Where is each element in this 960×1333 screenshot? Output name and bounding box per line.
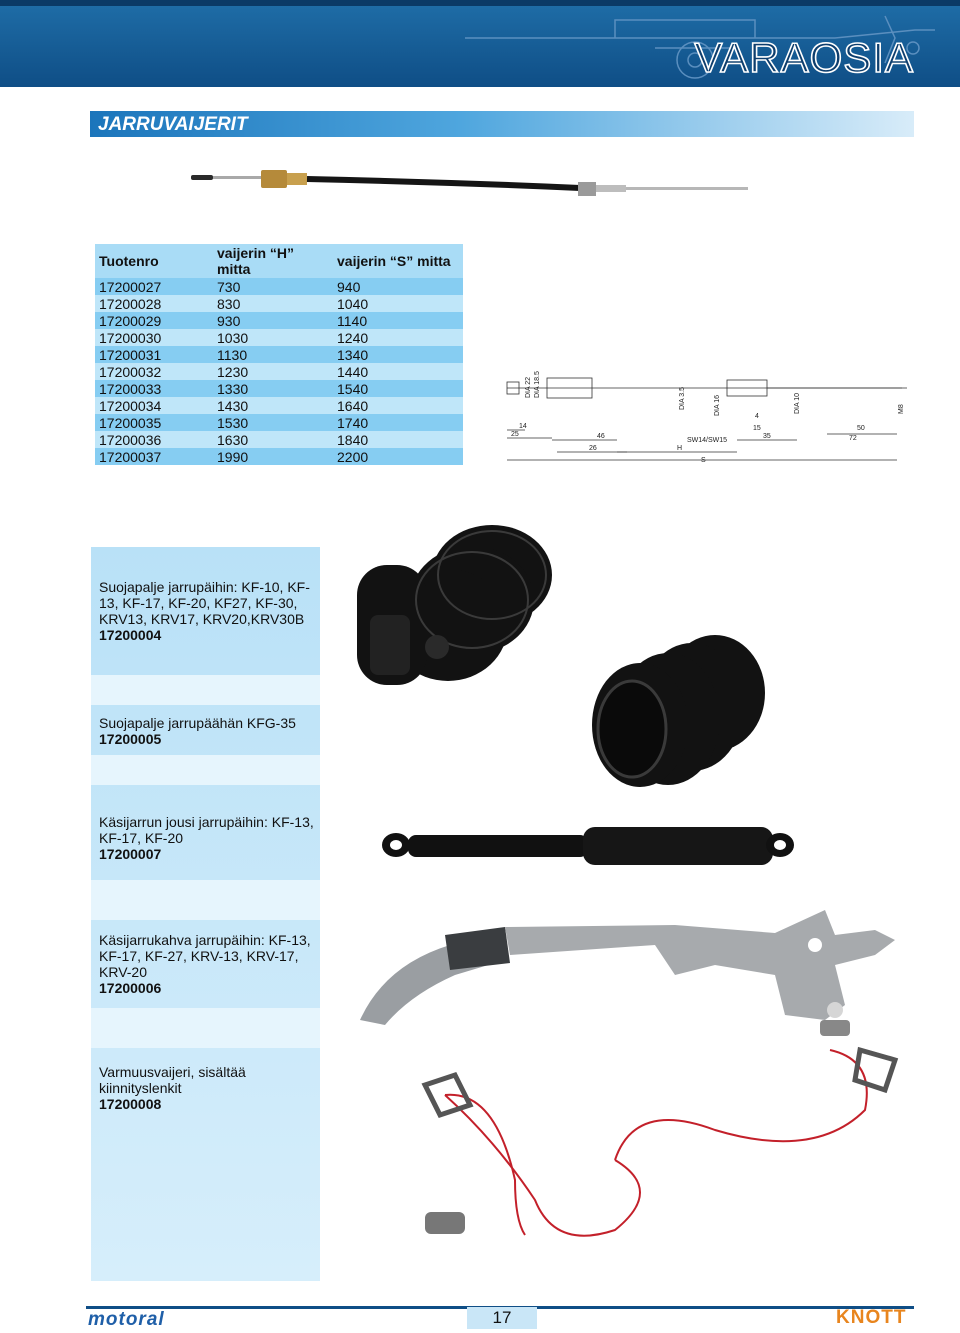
dimension-label: 46 <box>597 433 605 440</box>
section-header <box>90 111 914 137</box>
table-cell: 1540 <box>337 380 369 397</box>
table-row <box>95 380 463 397</box>
dimension-label: 26 <box>589 445 597 452</box>
product-code: 17200004 <box>99 627 162 643</box>
table-cell: 17200031 <box>99 346 162 363</box>
cable-table <box>95 244 463 465</box>
cable-dimension-drawing <box>497 368 917 468</box>
dimension-label: S <box>701 457 706 464</box>
table-cell: 1630 <box>217 431 249 448</box>
table-row <box>95 414 463 431</box>
product-code: 17200007 <box>99 846 162 862</box>
sidebar-divider <box>91 1008 320 1048</box>
column-header: vaijerin “H” mitta <box>217 245 295 277</box>
dimension-label: DIA 10 <box>794 392 801 414</box>
dimension-labels <box>511 371 905 464</box>
table-row <box>95 346 463 363</box>
table-cell: 17200030 <box>99 329 162 346</box>
dimension-label: 50 <box>857 425 865 432</box>
motoral-logo: motoral <box>88 1309 165 1330</box>
table-cell: 1430 <box>217 397 249 414</box>
table-row <box>95 295 463 312</box>
table-cell: 1340 <box>337 346 369 363</box>
table-cell: 1330 <box>217 380 249 397</box>
table-cell: 17200036 <box>99 431 162 448</box>
table-cell: 1530 <box>217 414 249 431</box>
table-cell: 1240 <box>337 329 369 346</box>
section-title: JARRUVAIJERIT <box>98 114 248 135</box>
dimension-label: 35 <box>763 433 771 440</box>
dimension-label: DIA 16 <box>714 394 721 416</box>
dimension-label: H <box>677 445 683 452</box>
table-cell: 1130 <box>217 346 248 363</box>
spring-photo <box>378 815 798 875</box>
dimension-label: DIA 18.5 <box>534 371 541 398</box>
table-row <box>95 312 463 329</box>
table-cell: 1030 <box>217 329 249 346</box>
product-item <box>99 932 314 996</box>
product-description: Käsijarrukahva jarrupäihin: KF-13, KF-17, KF-27, KRV-13, KRV-17, KRV-20 <box>99 932 311 980</box>
table-cell: 2200 <box>337 448 369 465</box>
sidebar-divider <box>91 880 320 920</box>
table-cell: 1840 <box>337 431 369 448</box>
table-header-row <box>95 244 463 278</box>
dimension-label: 4 <box>755 413 759 420</box>
header-banner <box>0 0 960 87</box>
product-description: Suojapalje jarrupäähän KFG-35 <box>99 715 296 731</box>
product-description: Suojapalje jarrupäihin: KF-10, KF-13, KF-17, KF-20, KF27, KF-30, KRV13, KRV17, KRV20,KRV30B <box>99 579 310 627</box>
column-header: vaijerin “S” mitta <box>337 253 451 269</box>
sidebar-divider <box>91 755 320 785</box>
table-cell: 17200027 <box>99 278 162 295</box>
column-header: Tuotenro <box>99 253 159 269</box>
table-cell: 830 <box>217 295 241 312</box>
table-row <box>95 431 463 448</box>
knott-logo: KNOTT <box>836 1307 907 1328</box>
dimension-label: DIA 22 <box>525 376 532 398</box>
product-item <box>99 814 314 862</box>
table-cell: 1440 <box>337 363 369 380</box>
table-row <box>95 448 463 465</box>
dimension-label: M8 <box>898 404 905 414</box>
page-title: VARAOSIA <box>694 34 914 81</box>
product-description: Käsijarrun jousi jarrupäihin: KF-13, KF-17, KF-20 <box>99 814 314 846</box>
table-cell: 1640 <box>337 397 369 414</box>
product-item <box>99 579 314 643</box>
bellows-photo-1 <box>352 515 562 705</box>
table-row <box>95 278 463 295</box>
table-cell: 930 <box>217 312 241 329</box>
table-cell: 1140 <box>337 312 368 329</box>
table-cell: 17200033 <box>99 380 162 397</box>
table-cell: 17200029 <box>99 312 162 329</box>
table-cell: 17200034 <box>99 397 162 414</box>
table-cell: 1230 <box>217 363 249 380</box>
dimension-label: SW14/SW15 <box>687 437 728 444</box>
table-cell: 1040 <box>337 295 369 312</box>
table-cell: 940 <box>337 278 361 295</box>
table-cell: 730 <box>217 278 241 295</box>
dimension-label: 25 <box>511 431 519 438</box>
table-row <box>95 363 463 380</box>
product-code: 17200006 <box>99 980 162 996</box>
product-item <box>99 715 314 747</box>
table-row <box>95 397 463 414</box>
header-top-stripe <box>0 0 960 6</box>
product-code: 17200005 <box>99 731 162 747</box>
table-cell: 17200032 <box>99 363 162 380</box>
product-code: 17200008 <box>99 1096 162 1112</box>
page-number: 17 <box>467 1307 537 1329</box>
dimension-label: 14 <box>519 423 527 430</box>
table-cell: 17200035 <box>99 414 162 431</box>
table-cell: 1740 <box>337 414 369 431</box>
dimension-label: 72 <box>849 435 857 442</box>
dimension-label: DIA 3.5 <box>679 387 686 410</box>
table-cell: 17200037 <box>99 448 162 465</box>
table-cell: 1990 <box>217 448 249 465</box>
dimension-label: 15 <box>753 425 761 432</box>
brake-cable-photo <box>185 158 755 198</box>
product-description: Varmuusvaijeri, sisältää kiinnityslenkit <box>99 1064 246 1096</box>
safety-cable-photo <box>415 990 910 1255</box>
table-cell: 17200028 <box>99 295 162 312</box>
product-item <box>99 1064 314 1112</box>
bellows-photo-2 <box>580 633 770 793</box>
table-row <box>95 329 463 346</box>
sidebar-divider <box>91 675 320 705</box>
